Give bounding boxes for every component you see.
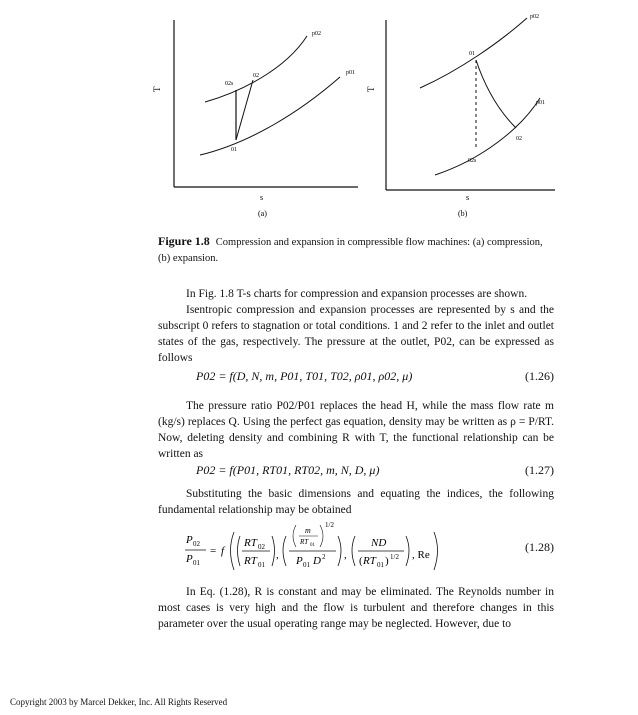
- equation-1-28-number: (1.28): [525, 540, 554, 554]
- svg-text:02: 02: [258, 543, 265, 551]
- svg-text:, Re: , Re: [412, 549, 430, 561]
- equation-1-26-expr: P02 = f(D, N, m, P01, T01, T02, ρ01, ρ02, μ): [196, 369, 413, 383]
- panel-b-y-label: T: [366, 86, 376, 92]
- equation-1-28: [158, 518, 554, 580]
- svg-text:RT: RT: [244, 555, 257, 567]
- svg-text:P: P: [296, 555, 303, 567]
- paragraph-2: Isentropic compression and expansion processes are represented by s and the subscript 0 refers to stagnation or total conditions. 1 and 2 refer to the inlet and outlet states of the gas, respectively. The pressure at the outlet, P02, can be expressed as follows: [158, 304, 554, 364]
- panel-b-01-label: 01: [469, 51, 475, 57]
- panel-b-p01-label: p01: [536, 100, 545, 106]
- paragraph-4: Substituting the basic dimensions and equating the indices, the following fundamental relationship may be obtained: [158, 488, 554, 516]
- svg-text:P: P: [186, 534, 193, 546]
- svg-text:ND: ND: [371, 537, 387, 549]
- svg-text:01: 01: [258, 561, 265, 569]
- panel-a-p01-curve: [200, 77, 340, 155]
- svg-text:=: =: [210, 545, 217, 557]
- svg-text:): ): [385, 555, 389, 567]
- paragraph-1: In Fig. 1.8 T-s charts for compression and expansion processes are shown.: [186, 288, 528, 300]
- svg-text:RT: RT: [363, 555, 376, 567]
- equation-1-27: [158, 461, 554, 479]
- figure-caption: [158, 233, 556, 267]
- panel-a-p01-label: p01: [346, 70, 355, 76]
- equation-1-26-number: (1.26): [525, 369, 554, 383]
- panel-b-sublabel: (b): [458, 209, 468, 218]
- svg-text:01: 01: [377, 561, 384, 569]
- svg-text:(: (: [359, 555, 363, 567]
- svg-text:01: 01: [303, 561, 310, 569]
- panel-a-p02-curve: [205, 36, 307, 102]
- copyright-notice: Copyright 2003 by Marcel Dekker, Inc. All Rights Reserved: [10, 697, 228, 707]
- caption-text: Compression and expansion in compressible flow machines: (a) compression, (b) expansion.: [158, 237, 543, 264]
- panel-b-actual-line: [476, 60, 516, 128]
- panel-a-sublabel: (a): [258, 209, 267, 218]
- panel-a-y-label: T: [152, 86, 162, 92]
- panel-a-actual-line: [236, 80, 253, 140]
- panel-b-p02-label: p02: [530, 14, 539, 20]
- svg-text:f: f: [221, 545, 225, 557]
- svg-text:01: 01: [193, 559, 200, 567]
- panel-a-02s-label: 02s: [225, 81, 234, 87]
- panel-b-02-label: 02: [516, 136, 522, 142]
- paragraph-3: The pressure ratio P02/P01 replaces the head H, while the mass flow rate m (kg/s) replaces Q. Using the perfect gas equation, density may be written as ρ = P/RT. Now, deleting density and combining R with T, the functional relationship can be written as: [158, 400, 554, 460]
- equation-1-26: [158, 367, 554, 385]
- paragraph-5: In Eq. (1.28), R is constant and may be eliminated. The Reynolds number in most cases is very high and the flow is turbulent and therefore changes in this parameter over the usual operating range may be neglected. However, due to: [158, 586, 554, 630]
- panel-b-p01-curve: [435, 98, 540, 175]
- figure-label: Figure 1.8: [158, 234, 210, 248]
- svg-text:01: 01: [310, 543, 315, 548]
- panel-b-x-label: s: [466, 193, 470, 202]
- svg-text:,: ,: [344, 549, 347, 561]
- equation-1-28-math: [158, 518, 554, 580]
- svg-text:,: ,: [276, 549, 279, 561]
- svg-text:1/2: 1/2: [390, 553, 399, 561]
- panel-a-p02-label: p02: [312, 31, 321, 37]
- svg-text:1/2: 1/2: [325, 521, 334, 529]
- svg-text:RT: RT: [244, 537, 257, 549]
- svg-text:2: 2: [322, 553, 326, 561]
- panel-b: [366, 14, 555, 218]
- svg-text:RT: RT: [300, 538, 309, 546]
- panel-a-02-label: 02: [253, 73, 259, 79]
- svg-text:P: P: [186, 553, 193, 565]
- figure-1-8: [0, 0, 638, 232]
- equation-1-27-expr: P02 = f(P01, RT01, RT02, m, N, D, μ): [196, 463, 380, 477]
- svg-text:D: D: [313, 555, 321, 567]
- panel-a: [152, 20, 358, 218]
- equation-1-27-number: (1.27): [525, 463, 554, 477]
- svg-text:02: 02: [193, 540, 200, 548]
- panel-b-02s-label: 02s: [468, 158, 477, 164]
- panel-a-01-label: 01: [231, 147, 237, 153]
- panel-a-x-label: s: [260, 193, 264, 202]
- svg-text:m: m: [305, 526, 311, 535]
